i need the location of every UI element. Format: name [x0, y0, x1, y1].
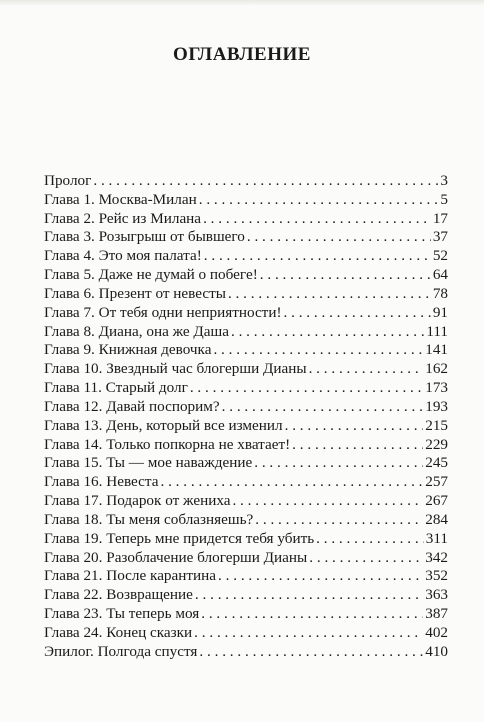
toc-entry-page-number: 284: [425, 510, 448, 528]
toc-entry-page-number: 3: [440, 172, 448, 189]
dot-leader: [247, 228, 431, 247]
toc-entry: [44, 379, 448, 398]
toc-entry-label: Глава 12. Давай поспорим?: [44, 397, 220, 415]
toc-entry: [44, 492, 448, 511]
toc-entry: [44, 473, 448, 492]
toc-entry: [44, 285, 448, 304]
dot-leader: [199, 191, 439, 210]
dot-leader: [160, 473, 423, 492]
toc-entry: [44, 210, 448, 229]
toc-entry: [44, 605, 448, 624]
toc-entry-page-number: 267: [425, 492, 448, 510]
toc-entry-label: Глава 13. День, который все изменил: [44, 416, 283, 434]
toc-entry: [44, 624, 448, 643]
toc-entry-label: Глава 19. Теперь мне придется тебя убить: [44, 529, 315, 547]
table-of-contents: [44, 172, 448, 662]
toc-entry: [44, 530, 448, 549]
dot-leader: [199, 643, 423, 662]
toc-entry-label: Пролог: [44, 172, 92, 189]
toc-entry: [44, 454, 448, 473]
toc-entry-label: Глава 5. Даже не думай о побеге!: [44, 266, 258, 284]
toc-entry: [44, 323, 448, 342]
toc-entry-page-number: 111: [426, 322, 448, 340]
toc-entry-label: Глава 23. Ты теперь моя: [44, 605, 200, 623]
dot-leader: [231, 323, 424, 342]
toc-entry-label: Глава 9. Книжная девочка: [44, 341, 212, 359]
toc-entry: [44, 172, 448, 191]
toc-entry-label: Глава 15. Ты — мое наваждение: [44, 454, 253, 472]
toc-entry-label: Глава 10. Звездный час блогерши Дианы: [44, 360, 307, 378]
toc-entry: [44, 191, 448, 210]
page-edge: [0, 0, 484, 6]
toc-entry-page-number: 78: [432, 284, 448, 302]
toc-entry-page-number: 363: [425, 586, 448, 604]
dot-leader: [316, 530, 424, 549]
dot-leader: [194, 624, 423, 643]
toc-entry-page-number: 91: [432, 303, 448, 321]
toc-entry-page-number: 387: [425, 605, 448, 623]
toc-entry-page-number: 215: [425, 416, 448, 434]
toc-entry-label: Глава 4. Это моя палата!: [44, 247, 202, 265]
toc-entry: [44, 247, 448, 266]
toc-entry: [44, 643, 448, 662]
dot-leader: [255, 511, 423, 530]
toc-entry: [44, 398, 448, 417]
dot-leader: [195, 586, 423, 605]
dot-leader: [213, 341, 423, 360]
toc-entry-page-number: 17: [432, 209, 448, 227]
dot-leader: [292, 436, 423, 455]
toc-entry-label: Глава 17. Подарок от жениха: [44, 492, 231, 510]
toc-entry-page-number: 342: [425, 548, 448, 566]
toc-entry-page-number: 141: [425, 341, 448, 359]
dot-leader: [232, 492, 423, 511]
toc-entry-page-number: 410: [425, 642, 448, 660]
dot-leader: [254, 454, 423, 473]
dot-leader: [93, 172, 438, 191]
toc-entry: [44, 567, 448, 586]
toc-entry: [44, 417, 448, 436]
dot-leader: [190, 379, 423, 398]
dot-leader: [284, 304, 431, 323]
toc-entry-page-number: 64: [432, 266, 448, 284]
toc-entry-page-number: 5: [440, 190, 448, 208]
toc-entry: [44, 228, 448, 247]
toc-entry-label: Глава 3. Розыгрыш от бывшего: [44, 228, 245, 246]
toc-entry-label: Глава 24. Конец сказки: [44, 623, 193, 641]
toc-entry: [44, 511, 448, 530]
dot-leader: [218, 567, 423, 586]
toc-entry-label: Глава 2. Рейс из Милана: [44, 209, 202, 227]
toc-entry-page-number: 52: [432, 247, 448, 265]
toc-entry-label: Глава 22. Возвращение: [44, 586, 193, 604]
toc-entry-page-number: 245: [425, 454, 448, 472]
dot-leader: [285, 417, 424, 436]
toc-entry-label: Эпилог. Полгода спустя: [44, 642, 198, 660]
toc-entry: [44, 586, 448, 605]
toc-entry-page-number: 352: [425, 567, 448, 585]
dot-leader: [228, 285, 431, 304]
toc-entry-label: Глава 6. Презент от невесты: [44, 284, 226, 302]
toc-entry-page-number: 311: [425, 529, 448, 547]
dot-leader: [309, 549, 423, 568]
dot-leader: [201, 605, 423, 624]
toc-entry-label: Глава 20. Разоблачение блогерши Дианы: [44, 548, 308, 566]
toc-entry: [44, 549, 448, 568]
dot-leader: [203, 210, 431, 229]
toc-entry: [44, 266, 448, 285]
toc-entry-page-number: 162: [425, 360, 448, 378]
page-title: ОГЛАВЛЕНИЕ: [173, 44, 311, 65]
toc-entry-label: Глава 7. От тебя одни неприятности!: [44, 303, 282, 321]
dot-leader: [222, 398, 424, 417]
toc-entry-label: Глава 14. Только попкорна не хватает!: [44, 435, 291, 453]
toc-entry-label: Глава 18. Ты меня соблазняешь?: [44, 510, 254, 528]
toc-entry-page-number: 402: [425, 623, 448, 641]
toc-entry-label: Глава 11. Старый долг: [44, 379, 188, 397]
toc-entry-label: Глава 21. После карантина: [44, 567, 217, 585]
toc-entry-page-number: 193: [425, 397, 448, 415]
toc-entry-page-number: 37: [432, 228, 448, 246]
dot-leader: [309, 360, 424, 379]
toc-entry: [44, 436, 448, 455]
toc-entry: [44, 304, 448, 323]
toc-entry-page-number: 229: [425, 435, 448, 453]
toc-entry-page-number: 257: [425, 473, 448, 491]
toc-entry-label: Глава 16. Невеста: [44, 473, 159, 491]
dot-leader: [260, 266, 431, 285]
toc-entry-label: Глава 1. Москва-Милан: [44, 190, 197, 208]
dot-leader: [204, 247, 431, 266]
toc-entry: [44, 341, 448, 360]
toc-entry-page-number: 173: [425, 379, 448, 397]
toc-entry: [44, 360, 448, 379]
toc-entry-label: Глава 8. Диана, она же Даша: [44, 322, 229, 340]
